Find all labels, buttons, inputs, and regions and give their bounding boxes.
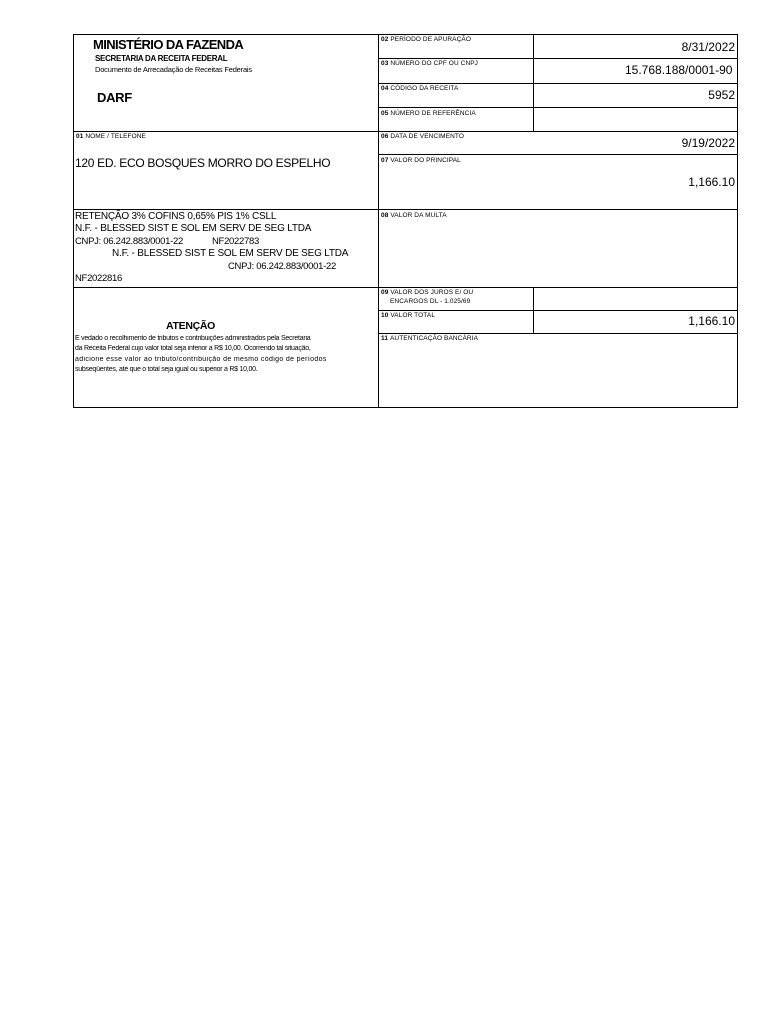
note-line-4: N.F. - BLESSED SIST E SOL EM SERV DE SEG LTDA	[112, 248, 349, 259]
divider-row-03	[378, 83, 738, 84]
field-10-number: 10	[381, 312, 389, 319]
field-09-text-line1: VALOR DOS JUROS E/ OU	[390, 289, 474, 296]
divider-vertical-main	[378, 34, 379, 408]
codigo-receita-value: 5952	[708, 88, 735, 102]
field-08-text: VALOR DA MULTA	[390, 212, 447, 219]
field-11-text: AUTENTICAÇÃO BANCÁRIA	[389, 335, 479, 342]
note-line-2: N.F. - BLESSED SIST E SOL EM SERV DE SEG LTDA	[75, 223, 312, 234]
field-10-label	[381, 312, 435, 320]
darf-title: DARF	[97, 90, 132, 105]
atencao-title: ATENÇÃO	[166, 320, 216, 332]
divider-header	[73, 131, 738, 132]
atencao-line-2: da Receita Federal cujo valor total seja inferior a R$ 10,00. Ocorrendo tal situação,	[75, 345, 311, 352]
periodo-apuracao-value: 8/31/2022	[681, 40, 735, 54]
nome-telefone-value: 120 ED. ECO BOSQUES MORRO DO ESPELHO	[75, 156, 331, 170]
document-subtitle: Documento de Arrecadação de Receitas Federais	[95, 65, 252, 74]
cnpj-value-text: 15.768.188/0001-90	[625, 63, 733, 77]
divider-row-10	[378, 333, 738, 334]
field-04-label	[381, 85, 458, 93]
ministry-title: MINISTÉRIO DA FAZENDA	[93, 37, 244, 52]
field-05-number: 05	[381, 110, 389, 117]
field-09-label	[381, 289, 473, 297]
field-05-label	[381, 110, 476, 118]
note-line-1: RETENÇÃO 3% COFINS 0,65% PIS 1% CSLL	[75, 211, 277, 222]
field-02-text: PERÍODO DE APURAÇÃO	[390, 36, 471, 43]
divider-row-06	[378, 154, 738, 155]
valor-principal-value: 1,166.10	[688, 175, 735, 189]
field-11-number: 11	[381, 335, 389, 342]
field-09-text-line2: ENCARGOS DL - 1.025/69	[390, 298, 471, 305]
field-11-label	[381, 335, 478, 343]
field-04-number: 04	[381, 85, 389, 92]
note-line-3-cnpj: CNPJ: 06.242.883/0001-22	[75, 236, 183, 247]
atencao-line-4: subseqüentes, até que o total seja igual ou superior a R$ 10,00.	[75, 366, 258, 373]
field-06-text: DATA DE VENCIMENTO	[390, 133, 465, 140]
note-line-6-nf: NF2022816	[75, 273, 122, 284]
field-08-label	[381, 212, 447, 220]
note-line-3-nf: NF2022783	[212, 236, 259, 247]
field-07-number: 07	[381, 157, 389, 164]
field-06-label	[381, 133, 464, 141]
field-07-label	[381, 157, 461, 165]
cnpj-value	[625, 63, 737, 77]
divider-row-07	[73, 209, 738, 210]
field-03-text: NÚMERO DO CPF OU CNPJ	[390, 60, 479, 67]
field-04-text: CÓDIGO DA RECEITA	[390, 85, 459, 92]
field-01-label	[76, 133, 146, 141]
field-02-label	[381, 36, 471, 44]
field-09-number: 09	[381, 289, 389, 296]
divider-row-09	[378, 310, 738, 311]
field-08-number: 08	[381, 212, 389, 219]
field-01-text: NOME / TELEFONE	[85, 133, 146, 140]
secretaria-title: SECRETARIA DA RECEITA FEDERAL	[95, 54, 228, 63]
field-07-text: VALOR DO PRINCIPAL	[390, 157, 461, 164]
divider-row-02	[378, 58, 738, 59]
atencao-line-3: adicione esse valor ao tributo/contribuição de mesmo código de períodos	[75, 356, 327, 363]
field-03-label	[381, 60, 478, 68]
field-01-number: 01	[76, 133, 84, 140]
field-02-number: 02	[381, 36, 389, 43]
data-vencimento-value: 9/19/2022	[681, 136, 735, 150]
valor-total-value: 1,166.10	[688, 314, 735, 328]
note-line-5-cnpj: CNPJ: 06.242.883/0001-22	[228, 261, 336, 272]
field-03-number: 03	[381, 60, 389, 67]
divider-row-04	[378, 107, 738, 108]
field-10-text: VALOR TOTAL	[390, 312, 436, 319]
field-05-text: NÚMERO DE REFERÊNCIA	[390, 110, 476, 117]
field-06-number: 06	[381, 133, 389, 140]
atencao-line-1: É vedado o recolhimento de tributos e contribuições administrados pela Secretaria	[75, 335, 311, 342]
divider-row-08	[73, 287, 738, 288]
